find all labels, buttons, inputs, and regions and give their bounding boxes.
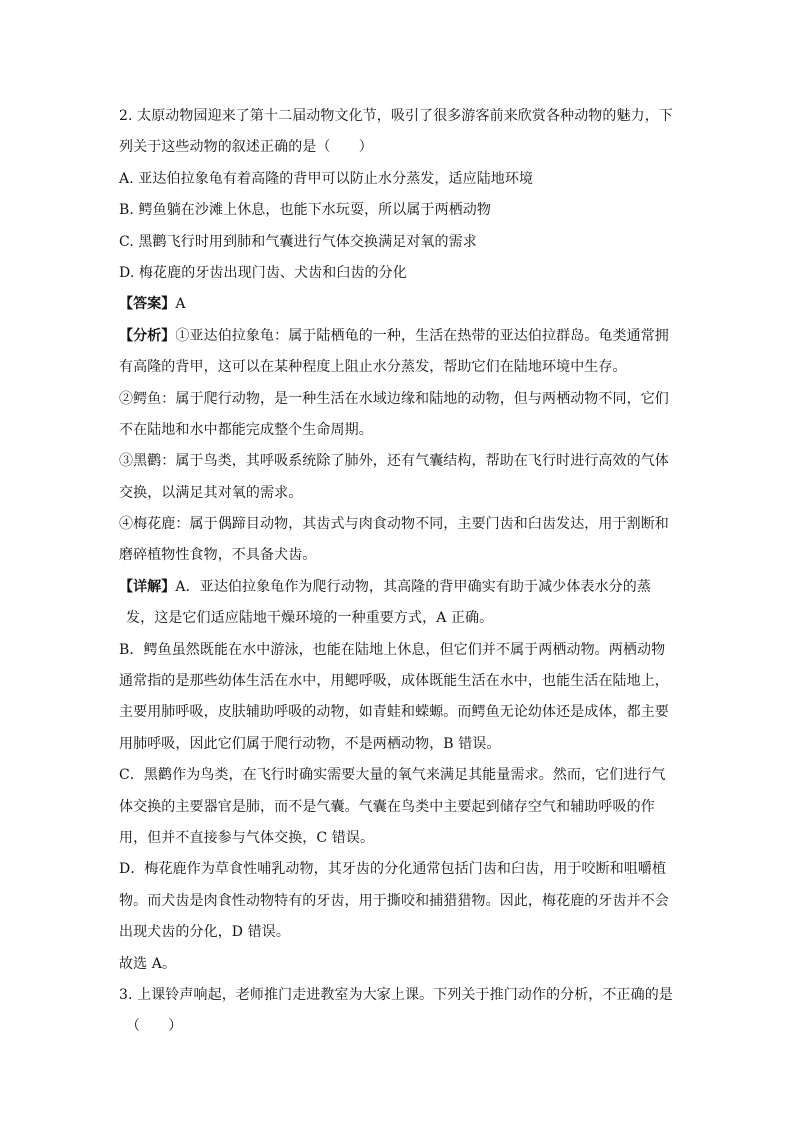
answer-line — [119, 289, 679, 320]
detail-line-10: D．梅花鹿作为草食性哺乳动物，其牙齿的分化通常包括门齿和臼齿，用于咬断和咀嚼植 — [119, 861, 667, 878]
detail-line-1 — [119, 572, 679, 603]
detail-line-6: 用肺呼吸，因此它们属于爬行动物，不是两栖动物，B 错误。 — [119, 735, 501, 752]
analysis-tag: 【分析】 — [119, 327, 176, 344]
analysis-line-5: ③黑鹳：属于鸟类，其呼吸系统除了肺外，还有气囊结构，帮助在飞行时进行高效的气体 — [119, 453, 669, 470]
detail-line-8: 体交换的主要器官是肺，而不是气囊。气囊在鸟类中主要起到储存空气和辅助呼吸的作 — [119, 798, 655, 815]
question-2-option-d: D. 梅花鹿的牙齿出现门齿、犬齿和臼齿的分化 — [119, 264, 407, 281]
analysis-line-8: 磨碎植物性食物，不具备犬齿。 — [119, 547, 317, 564]
analysis-line-4: 不在陆地和水中都能完成整个生命周期。 — [119, 421, 373, 438]
answer-tag: 【答案】 — [119, 296, 176, 313]
question-3-stem-line-1: 3. 上课铃声响起，老师推门走进教室为大家上课。下列关于推门动作的分析，不正确的是 — [119, 986, 673, 1003]
detail-line-4: 通常指的是那些幼体生活在水中，用鳃呼吸，成体既能生活在水中，也能生活在陆地上， — [119, 673, 669, 690]
detail-text: A．亚达伯拉象龟作为爬行动物，其高隆的背甲确实有助于减少体表水分的蒸 — [175, 578, 651, 595]
analysis-text: ①亚达伯拉象龟：属于陆栖龟的一种，生活在热带的亚达伯拉群岛。龟类通常拥 — [175, 327, 669, 344]
analysis-line-6: 交换，以满足其对氧的需求。 — [119, 484, 303, 501]
question-2-stem-line-1: 2. 太原动物园迎来了第十二届动物文化节，吸引了很多游客前来欣赏各种动物的魅力，下 — [119, 108, 673, 124]
detail-line-11: 物。而犬齿是肉食性动物特有的牙齿，用于撕咬和捕猎猎物。因此，梅花鹿的牙齿并不会 — [119, 892, 669, 909]
question-3-stem-line-2: （ ） — [126, 1018, 183, 1035]
detail-line-9: 用，但并不直接参与气体交换，C 错误。 — [119, 829, 375, 846]
answer-value: A — [175, 296, 186, 313]
analysis-line-2: 有高隆的背甲，这可以在某种程度上阻止水分蒸发，帮助它们在陆地环境中生存。 — [119, 359, 627, 376]
question-2-option-b: B. 鳄鱼躺在沙滩上休息，也能下水玩耍，所以属于两栖动物 — [119, 202, 491, 219]
question-2-option-a: A. 亚达伯拉象龟有着高隆的背甲可以防止水分蒸发，适应陆地环境 — [119, 170, 534, 187]
question-2-option-c: C. 黑鹳飞行时用到肺和气囊进行气体交换满足对氧的需求 — [119, 233, 477, 250]
analysis-line-1 — [119, 321, 679, 352]
detail-line-2: 发，这是它们适应陆地干燥环境的一种重要方式，A 正确。 — [126, 610, 494, 627]
detail-line-12: 出现犬齿的分化，D 错误。 — [119, 924, 290, 941]
document-content — [119, 101, 679, 1043]
analysis-line-3: ②鳄鱼：属于爬行动物，是一种生活在水域边缘和陆地的动物，但与两栖动物不同，它们 — [119, 390, 669, 407]
question-2-stem-line-2: 列关于这些动物的叙述正确的是（ ） — [119, 139, 373, 156]
detail-tag: 【详解】 — [119, 578, 176, 595]
detail-line-3: B．鳄鱼虽然既能在水中游泳，也能在陆地上休息，但它们并不属于两栖动物。两栖动物 — [119, 641, 666, 658]
detail-line-7: C．黑鹳作为鸟类，在飞行时确实需要大量的氧气来满足其能量需求。然而，它们进行气 — [119, 767, 666, 784]
conclusion-line: 故选 A。 — [119, 955, 177, 972]
detail-line-5: 主要用肺呼吸，皮肤辅助呼吸的动物，如青蛙和蝾螈。而鳄鱼无论幼体还是成体，都主要 — [119, 704, 669, 721]
analysis-line-7: ④梅花鹿：属于偶蹄目动物，其齿式与肉食动物不同，主要门齿和臼齿发达，用于割断和 — [119, 516, 669, 533]
